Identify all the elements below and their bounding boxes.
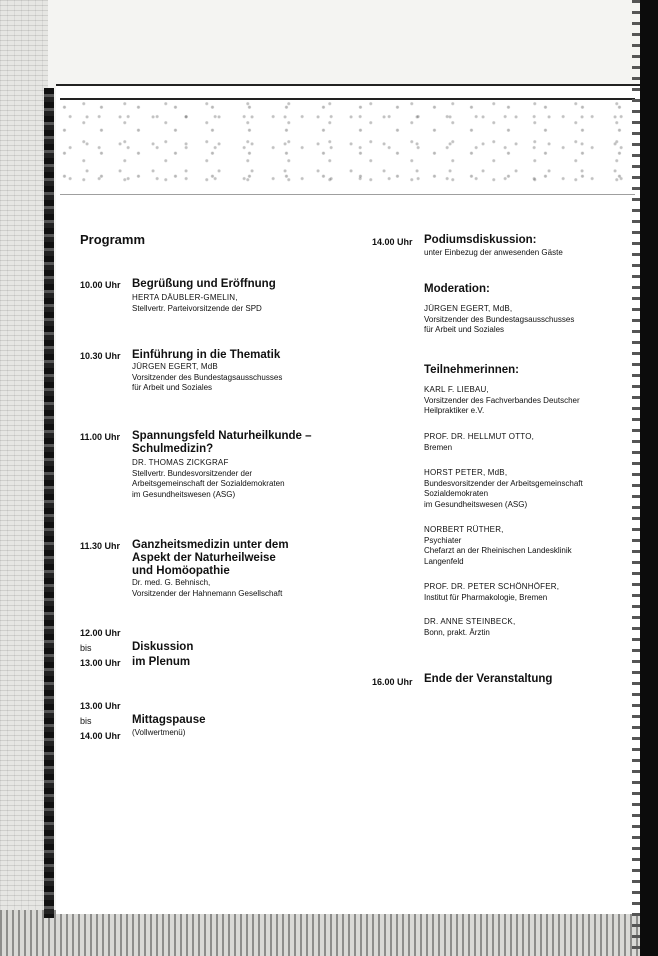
participant-name: NORBERT RÜTHER, — [424, 525, 504, 534]
discussion-title — [132, 640, 370, 670]
time-bis: bis — [80, 643, 92, 653]
participants-heading: Teilnehmerinnen: — [424, 364, 519, 376]
entry-content — [132, 278, 370, 314]
end-title: Ende der Veranstaltung — [424, 673, 553, 685]
time-to: 14.00 Uhr — [80, 731, 121, 741]
scan-edge-right — [640, 0, 658, 956]
participant-role: Bundesvorsitzender der Arbeitsgemeinschaft — [424, 478, 583, 488]
lunch-content — [132, 713, 370, 739]
speaker-name: JÜRGEN EGERT, MdB — [132, 362, 218, 371]
entry-title: und Homöopathie — [132, 565, 230, 577]
entry-content — [132, 349, 370, 394]
participant-role: Heilpraktiker e.V. — [424, 406, 485, 415]
time-from: 13.00 Uhr — [80, 701, 121, 711]
participant-name: HORST PETER, MdB, — [424, 468, 508, 477]
moderator-role: Vorsitzender des Bundestagsausschusses — [424, 314, 575, 324]
participant-role: Bonn, prakt. Ärztin — [424, 627, 490, 637]
speaker-role: Vorsitzender des Bundestagsausschusses — [132, 372, 283, 382]
scan-border-bottom — [0, 910, 658, 956]
participant-name: PROF. DR. PETER SCHÖNHÖFER, — [424, 582, 560, 591]
participant-role: Institut für Pharmakologie, Bremen — [424, 592, 548, 602]
speaker-name: DR. THOMAS ZICKGRAF — [132, 458, 229, 467]
entry-time: 10.30 Uhr — [80, 351, 121, 361]
participant-role: Langenfeld — [424, 556, 464, 566]
participant-role: Chefarzt an der Rheinischen Landesklinik — [424, 546, 572, 555]
program-title: Programm — [80, 232, 146, 247]
entry-title: Ganzheitsmedizin unter dem — [132, 539, 289, 551]
entry-time: 10.00 Uhr — [80, 280, 121, 290]
entry-title: Einführung in die Thematik — [132, 349, 281, 361]
discussion-title-line: im Plenum — [132, 656, 191, 668]
participant-role: Bremen — [424, 442, 453, 452]
participant-name: KARL F. LIEBAU, — [424, 385, 489, 394]
participant-role: im Gesundheitswesen (ASG) — [424, 499, 528, 509]
entry-title: Begrüßung und Eröffnung — [132, 278, 276, 290]
speaker-name: Dr. med. G. Behnisch, — [132, 578, 211, 587]
participant-role: Psychiater — [424, 535, 462, 545]
speaker-name: HERTA DÄUBLER-GMELIN, — [132, 293, 238, 302]
participant — [424, 582, 624, 603]
time-to: 13.00 Uhr — [80, 658, 121, 668]
scan-edge-left — [44, 88, 54, 918]
entry-time: 11.00 Uhr — [80, 432, 121, 442]
participant — [424, 525, 624, 567]
speaker-role: Stellvertr. Parteivorsitzende der SPD — [132, 303, 262, 313]
entry-title: Spannungsfeld Naturheilkunde – — [132, 430, 312, 442]
speaker-role: im Gesundheitswesen (ASG) — [132, 489, 236, 499]
podium-subtitle: unter Einbezug der anwesenden Gäste — [424, 248, 563, 257]
speaker-role: für Arbeit und Soziales — [132, 383, 213, 392]
participant — [424, 468, 624, 510]
top-rule — [60, 98, 635, 100]
podium-time: 14.00 Uhr — [372, 237, 413, 247]
entry-title: Schulmedizin? — [132, 443, 214, 455]
discussion-title-line: Diskussion — [132, 641, 194, 653]
lunch-title: Mittagspause — [132, 714, 206, 726]
speaker-role: Stellvertr. Bundesvorsitzender der — [132, 468, 253, 478]
end-time: 16.00 Uhr — [372, 677, 413, 687]
participant-name: DR. ANNE STEINBECK, — [424, 617, 516, 626]
discussion-time — [80, 626, 130, 671]
participant-name: PROF. DR. HELLMUT OTTO, — [424, 432, 535, 441]
time-from: 12.00 Uhr — [80, 628, 121, 638]
participant — [424, 385, 624, 417]
lunch-time — [80, 699, 130, 744]
podium-title: Podiumsdiskussion: — [424, 234, 537, 246]
participant — [424, 432, 624, 453]
speaker-role: Vorsitzender der Hahnemann Gesellschaft — [132, 588, 283, 598]
entry-title: Aspekt der Naturheilweise — [132, 552, 276, 564]
participant-role: Sozialdemokraten — [424, 489, 489, 498]
participant-role: Vorsitzender des Fachverbandes Deutscher — [424, 395, 580, 405]
participant — [424, 617, 624, 638]
moderator-role: für Arbeit und Soziales — [424, 325, 505, 334]
scan-border-left — [0, 0, 48, 956]
entry-time: 11.30 Uhr — [80, 541, 121, 551]
moderator — [424, 304, 624, 336]
scan-header-noise — [60, 98, 635, 195]
entry-content — [132, 539, 370, 599]
lunch-note: (Vollwertmenü) — [132, 728, 186, 737]
speaker-role: Arbeitsgemeinschaft der Sozialdemokraten — [132, 479, 285, 488]
moderation-heading: Moderation: — [424, 283, 490, 295]
moderator-name: JÜRGEN EGERT, MdB, — [424, 304, 513, 313]
time-bis: bis — [80, 716, 92, 726]
entry-content — [132, 430, 370, 500]
